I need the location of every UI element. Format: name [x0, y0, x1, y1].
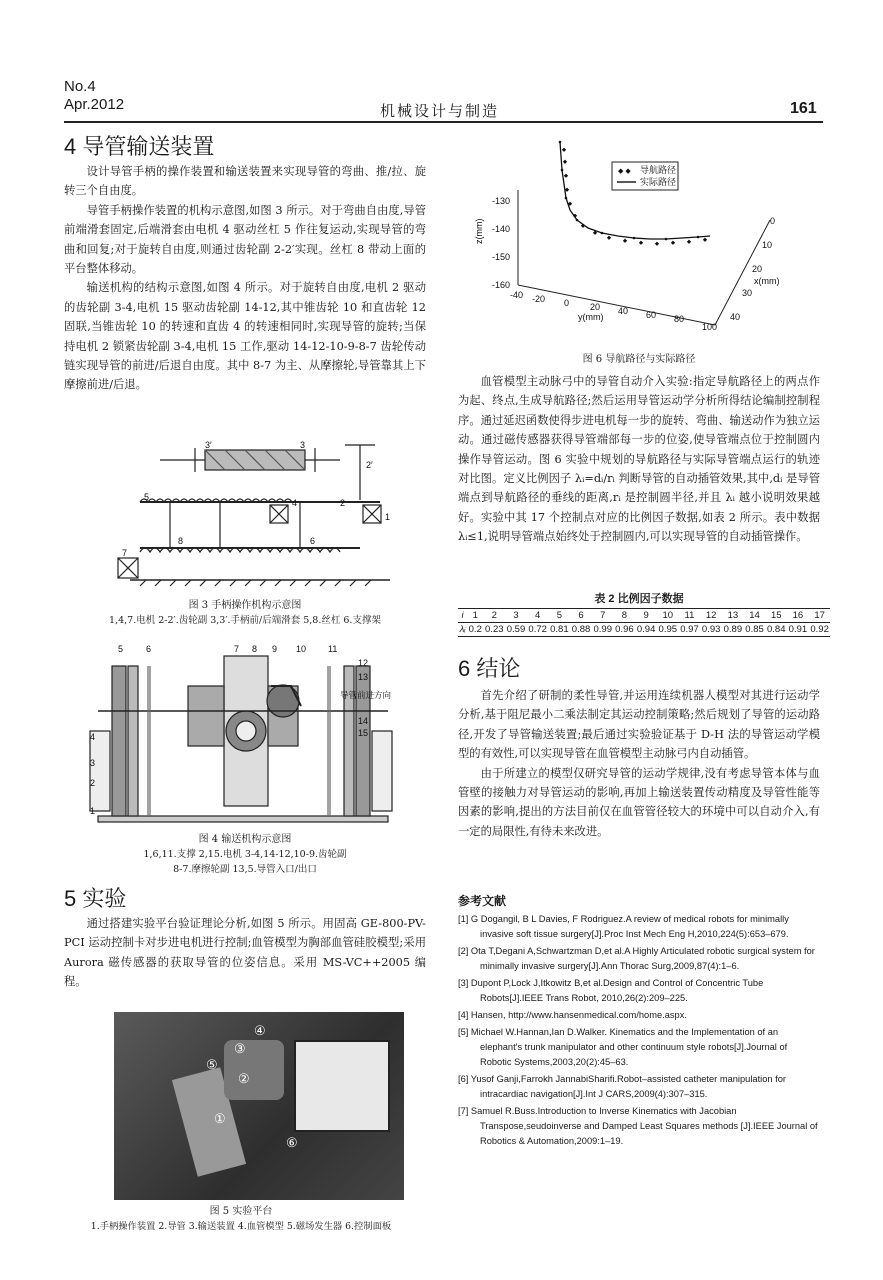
figure-4-diagram	[88, 636, 408, 826]
table-cell-i: 14	[744, 609, 766, 623]
fig4-label: 12	[358, 658, 369, 668]
row-header: i	[458, 609, 467, 623]
table-cell-lambda: 0.95	[658, 624, 678, 635]
table-cell-i: 1	[467, 609, 483, 623]
nav-point	[607, 236, 611, 240]
table-cell-i: 10	[657, 609, 679, 623]
reference-item: [1] G Dogangil, B L Davies, F Rodriguez.A review of medical robots for minimally invasive soft tissue surgery[J].Proc Inst Mech Eng H,2010,224(5):653–679.	[458, 914, 789, 939]
real-point	[559, 141, 562, 144]
references-title: 参考文献	[458, 894, 507, 908]
nav-point	[623, 239, 627, 243]
table-cell-lambda: 0.93	[701, 624, 721, 635]
table-cell-i: 8	[614, 609, 636, 623]
y-tick: 20	[590, 302, 601, 312]
figure-3-legend: 1,4,7.电机 2-2′.齿轮副 3,3′.手柄前/后端滑套 5,8.丝杠 6.支撑架	[109, 615, 381, 626]
table-2-title: 表 2 比例因子数据	[594, 593, 684, 605]
table-cell-i: 11	[679, 609, 701, 623]
table-cell-i: 3	[505, 609, 527, 623]
fig4-label: 3	[90, 758, 96, 768]
fig4-label: 11	[328, 644, 338, 654]
fig3-label: 2′	[366, 460, 373, 470]
section-5-body	[64, 914, 426, 992]
table-cell-lambda: 0.88	[571, 624, 591, 635]
model	[224, 1040, 284, 1100]
x-tick: 20	[752, 264, 763, 274]
fig3-label: 6	[310, 536, 316, 546]
fig4-label: 8	[252, 644, 258, 654]
fig3-label: 8	[178, 536, 184, 546]
fig4-label: 14	[358, 716, 369, 726]
figure-5-legend: 1.手柄操作装置 2.导管 3.输送装置 4.血管模型 5.磁场发生器 6.控制面板	[90, 1221, 392, 1232]
real-point	[565, 197, 568, 200]
reference-item: [2] Ota T,Degani A,Schwartzman D,et al.A Highly Articulated robotic surgical system for minimally invasive surgery[J].Ann Thorac Surg,2009,87(4):1–6.	[458, 946, 815, 971]
figure-3-caption: 图 3 手柄操作机构示意图	[188, 600, 302, 611]
figure-6-caption: 图 6 导航路径与实际路径	[582, 354, 696, 365]
y-tick: 40	[618, 306, 629, 316]
paragraph: 血管模型主动脉弓中的导管自动介入实验:指定导航路径上的两点作为起、终点,生成导航路径;然后运用导管运动学分析所得结论编制控制程序。通过延迟函数使得步进电机每一步的旋转、弯曲、输送动作为独立运动。通过磁传感器获得导管端部每一步的位姿,使导管端点位于控制圆内操作导管运动。图 6 实验中规划的导航路径与实际导管端点运行的轨迹对比图。定义比例因子 λᵢ=dᵢ/rᵢ 判断导管的自动插管效果,其中,dᵢ 是导管端点到导航路径的垂线的距离,rᵢ 是控制圆半径,并且 λᵢ 越小说明效果越好。实验中其 17 个控制点对应的比例因子数据,如表 2 所示。表中数据 λᵢ≤1,说明导管端点始终处于控制圆内,可以实现导管的自动插管操作。	[458, 375, 820, 544]
fig3-label: 2	[340, 498, 346, 508]
fig4-arrow-label: 导管前进方向	[340, 690, 392, 700]
y-tick: 60	[646, 310, 657, 320]
y-tick: 0	[564, 298, 570, 308]
reference-item: [5] Michael W.Hannan,Ian D.Walker. Kinematics and the Implementation of an elephant's trunk manipulator and other continuum style robots[J].Journal of Robotic Systems,2003,20(2):45–63.	[458, 1027, 788, 1067]
figure-4-legend: 8-7.摩擦轮副 13,5.导管入口/出口	[173, 864, 317, 875]
table-cell-lambda: 0.97	[680, 624, 699, 635]
page-number: 161	[790, 100, 817, 117]
nav-point	[563, 160, 567, 164]
table-cell-lambda: 0.94	[636, 624, 656, 635]
figure-6-chart	[470, 140, 790, 350]
reference-item: [6] Yusof Ganji,Farrokh JannabiSharifi.Robot–assisted catheter manipulation for intracardiac navigation[J].Int J CARS,2009(4):307–315.	[458, 1074, 786, 1099]
table-cell-lambda: 0.91	[788, 624, 808, 635]
nav-point	[671, 241, 675, 245]
paragraph: 导管手柄操作装置的机构示意图,如图 3 所示。对于弯曲自由度,导管前端滑套固定,后端滑套由电机 4 驱动丝杠 5 作往复运动,实现导管的弯曲和回复;对于旋转自由度,则通过齿轮副 2-2′实现。丝杠 8 带动上面的平台整体移动。	[64, 203, 426, 276]
x-tick: 10	[762, 240, 773, 250]
real-point	[561, 169, 564, 172]
table-cell-i: 12	[700, 609, 722, 623]
table-cell-lambda: 0.59	[506, 624, 526, 635]
table-cell-lambda: 0.89	[723, 624, 743, 635]
monitor	[294, 1040, 390, 1132]
experiment-body	[458, 372, 820, 547]
header-rule	[64, 121, 823, 123]
fig3-label: 3′	[205, 440, 212, 450]
y-tick: 80	[674, 314, 685, 324]
table-cell-lambda: 0.23	[485, 624, 504, 635]
fig4-label: 1	[90, 806, 96, 816]
issue-date: Apr.2012	[64, 96, 125, 113]
real-point	[633, 237, 636, 240]
table-2	[458, 608, 829, 637]
table-cell-lambda: 0.2	[468, 624, 482, 635]
table-cell-lambda: 0.85	[745, 624, 764, 635]
z-tick: -160	[492, 280, 511, 290]
section-6-body	[458, 686, 820, 841]
table-cell-i: 9	[635, 609, 657, 623]
marker: ①	[214, 1112, 226, 1127]
nav-point	[639, 241, 643, 245]
section-4-body	[64, 162, 426, 395]
reference-item: [4] Hansen, http://www.hansenmedical.com/home.aspx.	[458, 1010, 687, 1020]
legend-nav-marker: ◆ ◆	[618, 168, 631, 175]
table-cell-lambda: 0.72	[528, 624, 547, 635]
section-6-title: 6 结论	[458, 656, 521, 681]
table-cell-i: 15	[765, 609, 787, 623]
table-cell-i: 7	[592, 609, 614, 623]
nav-point	[562, 148, 566, 152]
marker: ②	[238, 1072, 250, 1087]
paragraph: 首先介绍了研制的柔性导管,并运用连续机器人模型对其进行运动学分析,基于阻尼最小二乘法制定其运动控制策略;然后规划了导管的运动路径,开发了导管输送装置;最后通过实验验证基于 D-H 法的导管运动学模型的有效性,可以实现导管在血管模型主动脉弓内自动插管。	[458, 689, 820, 761]
table-cell-i: 2	[483, 609, 505, 623]
table-cell-lambda: 0.84	[766, 624, 786, 635]
issue-number: No.4	[64, 78, 96, 95]
journal-name: 机械设计与制造	[380, 102, 500, 120]
nav-point	[687, 240, 691, 244]
figure-4-legend: 1,6,11.支撑 2,15.电机 3-4,14-12,10-9.齿轮副	[143, 849, 347, 860]
fig4-label: 5	[118, 644, 124, 654]
fig3-label: 7	[122, 548, 128, 558]
table-cell-lambda: 0.96	[615, 624, 634, 635]
references-list	[458, 912, 820, 1151]
table-cell-i: 6	[570, 609, 592, 623]
z-tick: -140	[492, 224, 511, 234]
fig3-label: 3	[300, 440, 306, 450]
real-point	[601, 232, 604, 235]
z-axis-label: z(mm)	[474, 218, 484, 244]
table-cell-lambda: 0.99	[593, 624, 612, 635]
marker: ⑥	[286, 1136, 298, 1151]
table-cell-i: 13	[722, 609, 744, 623]
reference-item: [3] Dupont P,Lock J,Itkowitz B,et al.Design and Control of Concentric Tube Robots[J].IEEE Trans Robot, 2010,26(2):209–225.	[458, 978, 764, 1003]
fig4-label: 7	[234, 644, 240, 654]
fig3-label: 1	[385, 512, 391, 522]
marker: ④	[254, 1024, 266, 1039]
figure-4-caption: 图 4 输送机构示意图	[198, 834, 292, 845]
x-tick: 30	[742, 288, 753, 298]
nav-point	[655, 242, 659, 246]
marker: ⑤	[206, 1058, 218, 1073]
figure-5-photo	[114, 1012, 404, 1200]
fig4-label: 9	[272, 644, 278, 654]
y-axis-label: y(mm)	[578, 312, 604, 322]
y-tick: -20	[532, 294, 546, 304]
real-point	[697, 236, 700, 239]
table-cell-i: 17	[809, 609, 831, 623]
legend-nav-label: 导航路径	[640, 165, 677, 175]
section-5-title: 5 实验	[64, 886, 127, 911]
paragraph: 设计导管手柄的操作装置和输送装置来实现导管的弯曲、推/拉、旋转三个自由度。	[64, 165, 426, 198]
y-tick: 100	[702, 322, 718, 332]
figure-5-caption: 图 5 实验平台	[209, 1206, 273, 1217]
paragraph: 由于所建立的模型仅研究导管的运动学规律,没有考虑导管本体与血管壁的接触力对导管运动的影响,再加上输送装置传动精度及导管性能等因素的影响,提出的方法目前仅在血管管径较大的环境中可以自动介入,有一定的局限性,有待未来改进。	[458, 766, 820, 838]
x-tick: 0	[770, 216, 776, 226]
paragraph: 输送机构的结构示意图,如图 4 所示。对于旋转自由度,电机 2 驱动的齿轮副 3-4,电机 15 驱动齿轮副 14-12,其中锥齿轮 10 和直齿轮 12 固联,当锥齿轮 10 的转速和直齿 4 的转速相同时,实现导管的旋转;当保持电机 2 锁紧齿轮副 3-4,电机 15 工作,驱动 14-12-10-9-8-7 齿轮传动链实现导管的前进/后退自由度。其中 8-7 为主、从摩擦轮,导管靠其上下摩擦前进/后退。	[64, 281, 426, 392]
nav-point	[703, 238, 707, 242]
legend-real-label: 实际路径	[640, 177, 677, 187]
nav-point	[564, 174, 568, 178]
real-point	[665, 238, 668, 241]
z-tick: -150	[492, 252, 511, 262]
x-tick: 40	[730, 312, 741, 322]
fig4-label: 6	[146, 644, 152, 654]
table-cell-i: 4	[527, 609, 549, 623]
table-cell-lambda: 0.92	[810, 624, 829, 635]
table-cell-i: 5	[549, 609, 571, 623]
x-axis-label: x(mm)	[754, 276, 780, 286]
figure-3-diagram	[100, 440, 400, 590]
paragraph: 通过搭建实验平台验证理论分析,如图 5 所示。用固高 GE-800-PV-PCI 运动控制卡对步进电机进行控制;血管模型为胸部血管硅胶模型;采用 Aurora 磁传感器的获取导管的位姿信息。采用 MS-VC++2005 编程。	[64, 917, 426, 989]
row-header: λᵢ	[459, 624, 466, 635]
fig3-label: 4	[292, 498, 298, 508]
y-tick: -40	[510, 290, 524, 300]
table-cell-i: 16	[787, 609, 809, 623]
table-cell-lambda: 0.81	[550, 624, 569, 635]
real-point	[576, 219, 579, 222]
fig4-label: 10	[296, 644, 307, 654]
z-tick: -130	[492, 196, 511, 206]
section-4-title: 4 导管输送装置	[64, 134, 215, 159]
fig4-label: 13	[358, 672, 369, 682]
fig4-label: 4	[90, 732, 96, 742]
marker: ③	[234, 1042, 246, 1057]
fig4-label: 2	[90, 778, 96, 788]
fig4-label: 15	[358, 728, 369, 738]
fig3-label: 5	[144, 492, 150, 502]
reference-item: [7] Samuel R.Buss.Introduction to Inverse Kinematics with Jacobian Transpose,seudoinverse and Damped Least Squares methods [J].IEEE Journal of Robotics & Automation,2009:1–19.	[458, 1106, 818, 1146]
